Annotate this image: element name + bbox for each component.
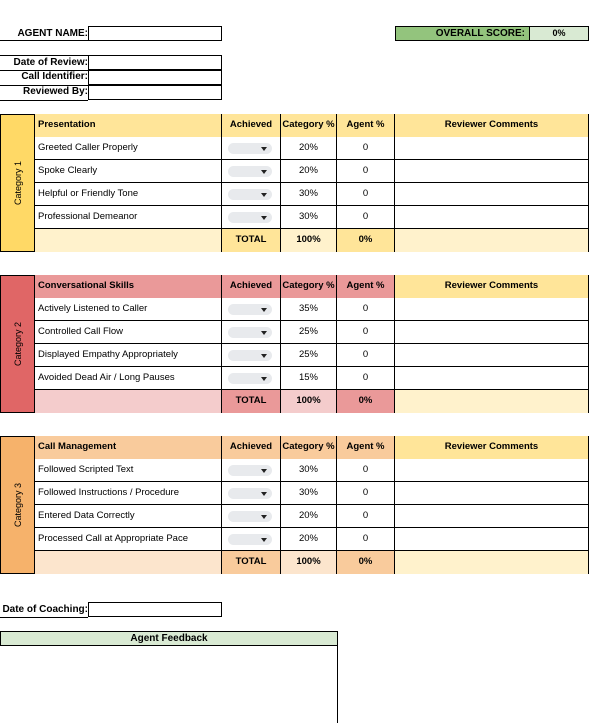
total-blank-cell xyxy=(35,390,222,413)
category-percent: 30% xyxy=(281,459,337,482)
agent-percent: 0 xyxy=(337,367,395,390)
achieved-cell xyxy=(222,344,281,367)
total-blank-cell xyxy=(35,551,222,574)
achieved-dropdown[interactable] xyxy=(228,143,272,154)
reviewer-comment-field[interactable] xyxy=(395,321,589,344)
achieved-cell xyxy=(222,206,281,229)
achieved-cell xyxy=(222,298,281,321)
reviewed-by-label: Reviewed By: xyxy=(22,86,88,97)
total-row xyxy=(35,551,589,574)
reviewer-comments-column-header: Reviewer Comments xyxy=(395,114,589,137)
date-of-coaching-label: Date of Coaching: xyxy=(2,604,88,615)
call-identifier-label: Call Identifier: xyxy=(21,71,88,82)
review-block-bottom xyxy=(0,100,88,101)
achieved-cell xyxy=(222,482,281,505)
criteria-row xyxy=(35,206,589,229)
criteria-name: Displayed Empathy Appropriately xyxy=(35,344,222,367)
category-grid xyxy=(35,114,589,252)
category-header-row xyxy=(35,436,589,459)
dropdown-arrow-icon xyxy=(261,147,267,151)
category-percent: 20% xyxy=(281,528,337,551)
category-percent-column-header: Category % xyxy=(281,275,337,298)
total-row xyxy=(35,390,589,413)
criteria-name: Actively Listened to Caller xyxy=(35,298,222,321)
criteria-row xyxy=(35,505,589,528)
criteria-name: Followed Instructions / Procedure xyxy=(35,482,222,505)
category-side-label-cell xyxy=(0,436,35,574)
criteria-name: Helpful or Friendly Tone xyxy=(35,183,222,206)
call-identifier-field[interactable] xyxy=(88,70,222,85)
reviewer-comment-field[interactable] xyxy=(395,459,589,482)
agent-percent: 0 xyxy=(337,505,395,528)
dropdown-arrow-icon xyxy=(261,331,267,335)
criteria-name: Spoke Clearly xyxy=(35,160,222,183)
category-header-row xyxy=(35,275,589,298)
date-of-review-field[interactable] xyxy=(88,55,222,70)
agent-percent: 0 xyxy=(337,459,395,482)
achieved-cell xyxy=(222,183,281,206)
achieved-dropdown[interactable] xyxy=(228,465,272,476)
criteria-name: Greeted Caller Properly xyxy=(35,137,222,160)
criteria-row xyxy=(35,344,589,367)
reviewer-comment-field[interactable] xyxy=(395,137,589,160)
reviewer-comments-column-header: Reviewer Comments xyxy=(395,275,589,298)
reviewer-comment-field[interactable] xyxy=(395,367,589,390)
agent-percent: 0 xyxy=(337,183,395,206)
dropdown-arrow-icon xyxy=(261,193,267,197)
reviewer-comment-field[interactable] xyxy=(395,206,589,229)
dropdown-arrow-icon xyxy=(261,308,267,312)
dropdown-arrow-icon xyxy=(261,538,267,542)
agent-percent: 0 xyxy=(337,137,395,160)
agent-name-label: AGENT NAME: xyxy=(17,28,88,39)
total-agent-percent: 0% xyxy=(337,551,395,574)
category-side-label-cell xyxy=(0,114,35,252)
category-header-row xyxy=(35,114,589,137)
agent-percent: 0 xyxy=(337,482,395,505)
achieved-dropdown[interactable] xyxy=(228,534,272,545)
criteria-row xyxy=(35,321,589,344)
category-percent: 20% xyxy=(281,137,337,160)
date-of-review-label: Date of Review: xyxy=(13,57,88,68)
category-side-label: Category 1 xyxy=(12,160,23,206)
category-percent: 20% xyxy=(281,160,337,183)
category-percent: 30% xyxy=(281,183,337,206)
agent-feedback-area[interactable] xyxy=(0,646,338,723)
achieved-dropdown[interactable] xyxy=(228,166,272,177)
agent-percent: 0 xyxy=(337,298,395,321)
total-label: TOTAL xyxy=(222,390,281,413)
achieved-dropdown[interactable] xyxy=(228,373,272,384)
achieved-dropdown[interactable] xyxy=(228,350,272,361)
total-row xyxy=(35,229,589,252)
reviewed-by-field[interactable] xyxy=(88,85,222,100)
achieved-cell xyxy=(222,459,281,482)
agent-percent: 0 xyxy=(337,206,395,229)
achieved-dropdown[interactable] xyxy=(228,511,272,522)
category-percent: 20% xyxy=(281,505,337,528)
criteria-name: Controlled Call Flow xyxy=(35,321,222,344)
agent-feedback-title: Agent Feedback xyxy=(0,631,338,646)
reviewer-comments-column-header: Reviewer Comments xyxy=(395,436,589,459)
achieved-dropdown[interactable] xyxy=(228,304,272,315)
category-percent-column-header: Category % xyxy=(281,436,337,459)
category-grid xyxy=(35,436,589,574)
reviewer-comment-field[interactable] xyxy=(395,528,589,551)
category-side-label-cell xyxy=(0,275,35,413)
category-title: Presentation xyxy=(35,114,222,137)
agent-percent: 0 xyxy=(337,160,395,183)
achieved-cell xyxy=(222,160,281,183)
total-blank-cell xyxy=(35,229,222,252)
total-label: TOTAL xyxy=(222,229,281,252)
total-category-percent: 100% xyxy=(281,390,337,413)
total-agent-percent: 0% xyxy=(337,229,395,252)
achieved-cell xyxy=(222,505,281,528)
category-title: Conversational Skills xyxy=(35,275,222,298)
achieved-cell xyxy=(222,321,281,344)
total-label: TOTAL xyxy=(222,551,281,574)
reviewer-comment-field[interactable] xyxy=(395,344,589,367)
achieved-cell xyxy=(222,528,281,551)
total-category-percent: 100% xyxy=(281,551,337,574)
agent-name-underline xyxy=(0,40,88,41)
category-side-label: Category 2 xyxy=(12,321,23,367)
reviewer-comment-field[interactable] xyxy=(395,183,589,206)
reviewer-comment-field[interactable] xyxy=(395,505,589,528)
achieved-dropdown[interactable] xyxy=(228,212,272,223)
criteria-row xyxy=(35,367,589,390)
overall-score-label: OVERALL SCORE: xyxy=(395,26,530,41)
total-category-percent: 100% xyxy=(281,229,337,252)
criteria-name: Avoided Dead Air / Long Pauses xyxy=(35,367,222,390)
overall-score-value: 0% xyxy=(530,26,589,41)
dropdown-arrow-icon xyxy=(261,216,267,220)
achieved-column-header: Achieved xyxy=(222,436,281,459)
criteria-row xyxy=(35,528,589,551)
criteria-row xyxy=(35,298,589,321)
category-percent: 15% xyxy=(281,367,337,390)
achieved-cell xyxy=(222,137,281,160)
criteria-name: Processed Call at Appropriate Pace xyxy=(35,528,222,551)
category-percent-column-header: Category % xyxy=(281,114,337,137)
criteria-row xyxy=(35,137,589,160)
category-section-3 xyxy=(0,436,589,574)
reviewer-comment-field[interactable] xyxy=(395,298,589,321)
dropdown-arrow-icon xyxy=(261,170,267,174)
agent-percent-column-header: Agent % xyxy=(337,436,395,459)
agent-percent-column-header: Agent % xyxy=(337,275,395,298)
dropdown-arrow-icon xyxy=(261,469,267,473)
criteria-row xyxy=(35,183,589,206)
total-agent-percent: 0% xyxy=(337,390,395,413)
achieved-dropdown[interactable] xyxy=(228,488,272,499)
agent-name-field[interactable] xyxy=(88,26,222,41)
criteria-row xyxy=(35,459,589,482)
category-side-label: Category 3 xyxy=(12,482,23,528)
total-comment-cell xyxy=(395,390,589,413)
dropdown-arrow-icon xyxy=(261,354,267,358)
dropdown-arrow-icon xyxy=(261,515,267,519)
category-percent: 35% xyxy=(281,298,337,321)
coaching-underline xyxy=(0,617,88,618)
category-percent: 25% xyxy=(281,321,337,344)
total-comment-cell xyxy=(395,229,589,252)
category-section-1 xyxy=(0,114,589,252)
achieved-column-header: Achieved xyxy=(222,275,281,298)
category-title: Call Management xyxy=(35,436,222,459)
reviewer-comment-field[interactable] xyxy=(395,160,589,183)
achieved-dropdown[interactable] xyxy=(228,327,272,338)
category-percent: 30% xyxy=(281,482,337,505)
dropdown-arrow-icon xyxy=(261,377,267,381)
achieved-cell xyxy=(222,367,281,390)
category-percent: 30% xyxy=(281,206,337,229)
agent-percent: 0 xyxy=(337,321,395,344)
dropdown-arrow-icon xyxy=(261,492,267,496)
criteria-name: Professional Demeanor xyxy=(35,206,222,229)
agent-percent-column-header: Agent % xyxy=(337,114,395,137)
date-of-coaching-field[interactable] xyxy=(88,602,222,617)
agent-percent: 0 xyxy=(337,528,395,551)
achieved-column-header: Achieved xyxy=(222,114,281,137)
category-section-2 xyxy=(0,275,589,413)
achieved-dropdown[interactable] xyxy=(228,189,272,200)
total-comment-cell xyxy=(395,551,589,574)
category-grid xyxy=(35,275,589,413)
criteria-name: Followed Scripted Text xyxy=(35,459,222,482)
category-percent: 25% xyxy=(281,344,337,367)
criteria-row xyxy=(35,160,589,183)
reviewer-comment-field[interactable] xyxy=(395,482,589,505)
criteria-name: Entered Data Correctly xyxy=(35,505,222,528)
agent-percent: 0 xyxy=(337,344,395,367)
criteria-row xyxy=(35,482,589,505)
